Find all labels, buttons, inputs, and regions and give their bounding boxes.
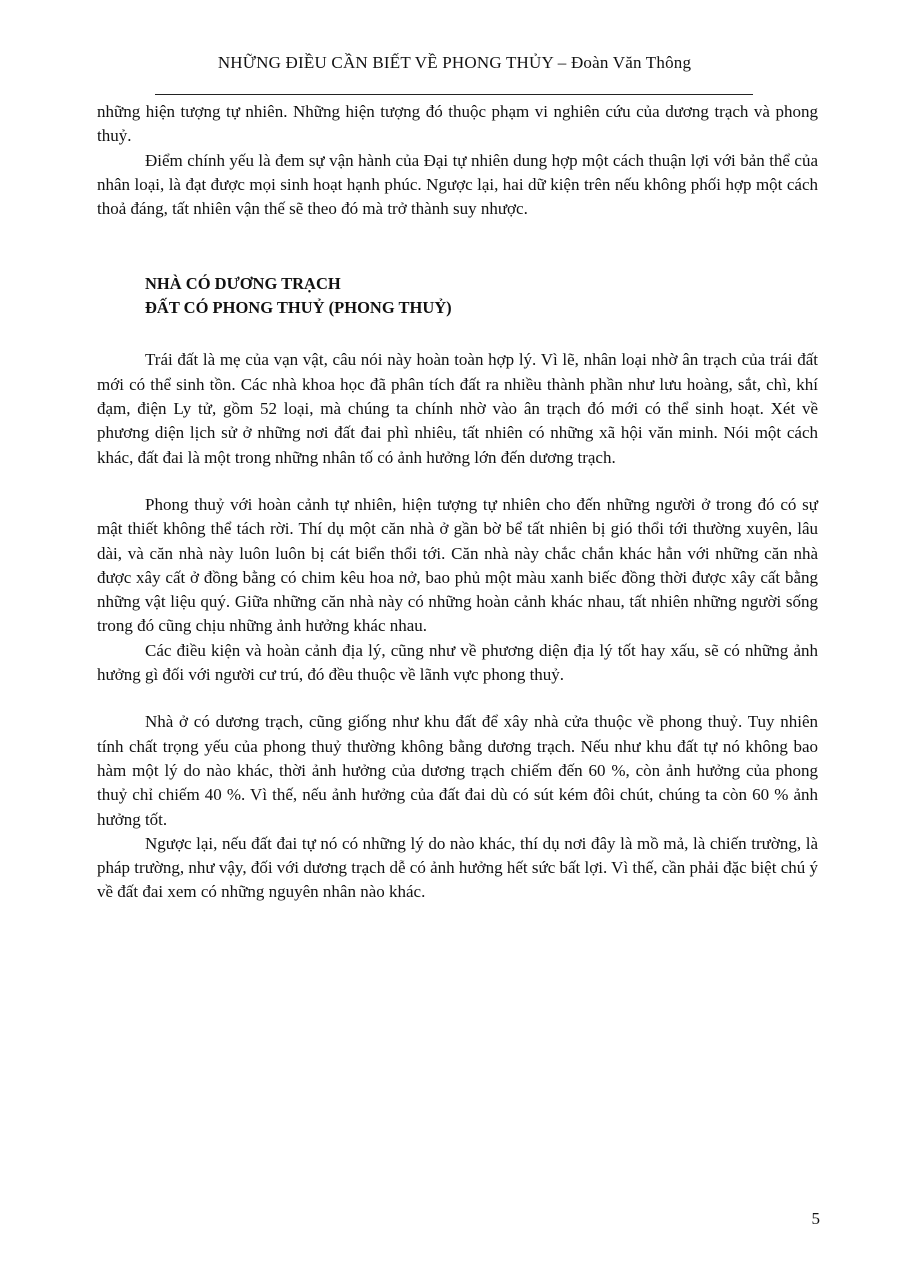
page-header-title: NHỮNG ĐIỀU CẦN BIẾT VỀ PHONG THỦY – Đoàn Văn Thông (217, 53, 692, 72)
body-paragraph-5: Ngược lại, nếu đất đai tự nó có những lý do nào khác, thí dụ nơi đây là mồ mả, là chiến trường, là pháp trường, như vậy, đối với dương trạch dễ có ảnh hưởng hết sức bất lợi. Vì thế, cần phải đặc biệt chú ý về đất đai xem có những nguyên nhân nào khác. (97, 833, 818, 902)
spacer (97, 320, 818, 348)
spacer (97, 221, 818, 272)
body-paragraph-1: Trái đất là mẹ của vạn vật, câu nói này hoàn toàn hợp lý. Vì lẽ, nhân loại nhờ ân trạch của trái đất mới có thể sinh tồn. Các nhà khoa học đã phân tích đất ra nhiều thành phần như lưu hoàng, sắt, chì, khí đạm, điện Ly tử, gồm 52 loại, mà chúng ta chính nhờ vào ân trạch đó mới có thể sinh hoạt. Xét về phương diện lịch sử ở những nơi đất đai phì nhiêu, tất nhiên có những xã hội văn minh. Nói một cách khác, đất đai là một trong những nhân tố có ảnh hưởng lớn đến dương trạch. (97, 350, 818, 467)
body-paragraph-2: Phong thuỷ với hoàn cảnh tự nhiên, hiện tượng tự nhiên cho đến những người ở trong đó có sự mật thiết không thể tách rời. Thí dụ một căn nhà ở gần bờ bể tất nhiên bị gió thổi tới thường xuyên, lâu dài, và căn nhà này luôn luôn bị cát biển thổi tới. Căn nhà này chắc chắn khác hẳn với những căn nhà được xây cất ở đồng bằng có chim kêu hoa nở, bao phủ một màu xanh biếc đồng thời được xây cất bằng những vật liệu quý. Giữa những căn nhà này có những hoàn cảnh khác nhau, tất nhiên những người sống trong đó cũng chịu những ảnh hưởng khác nhau. (97, 494, 818, 636)
page-body (97, 100, 818, 905)
header-divider (155, 94, 753, 95)
intro-paragraph: Điểm chính yếu là đem sự vận hành của Đại tự nhiên dung hợp một cách thuận lợi với bản thể của nhân loại, là đạt được mọi sinh hoạt hạnh phúc. Ngược lại, hai dữ kiện trên nếu không phối hợp một cách thoả đáng, tất nhiên vận thế sẽ theo đó mà trở thành suy nhược. (97, 150, 818, 219)
section-heading-line-2: ĐẤT CÓ PHONG THUỶ (PHONG THUỶ) (145, 298, 452, 318)
intro-paragraph-continued: những hiện tượng tự nhiên. Những hiện tượng đó thuộc phạm vi nghiên cứu của dương trạch và phong thuỷ. (97, 102, 818, 146)
body-paragraph-4: Nhà ở có dương trạch, cũng giống như khu đất để xây nhà cửa thuộc về phong thuỷ. Tuy nhiên tính chất trọng yếu của phong thuỷ thường không bằng dương trạch. Nếu như khu đất tự nó không bao hàm một lý do nào khác, thời ảnh hưởng của dương trạch chiếm đến 60 %, còn ảnh hưởng của phong thuỷ chỉ chiếm 40 %. Vì thế, nếu ảnh hưởng của đất đai dù có sút kém đôi chút, chúng ta còn 60 % ảnh hưởng tốt. (97, 712, 818, 829)
page-number: 5 (811, 1209, 820, 1228)
spacer (97, 687, 818, 710)
section-heading-line-1: NHÀ CÓ DƯƠNG TRẠCH (145, 274, 341, 294)
body-paragraph-3: Các điều kiện và hoàn cảnh địa lý, cũng như về phương diện địa lý tốt hay xấu, sẽ có những ảnh hưởng gì đối với người cư trú, đó đều thuộc về lãnh vực phong thuỷ. (97, 640, 818, 685)
section-heading (97, 272, 818, 320)
spacer (97, 470, 818, 493)
